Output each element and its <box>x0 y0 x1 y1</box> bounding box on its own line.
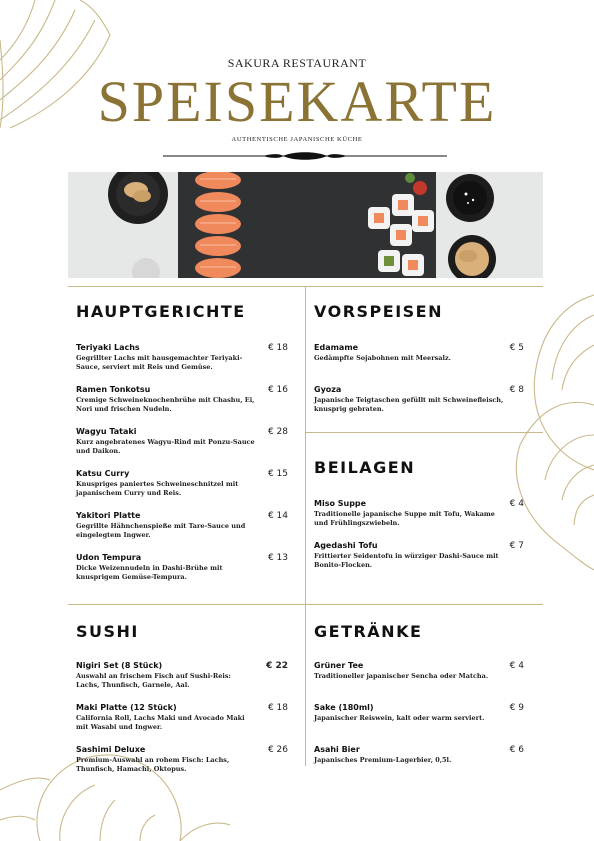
menu-item <box>314 343 524 363</box>
menu-item-name: Gyoza <box>314 385 342 394</box>
menu-item <box>314 541 524 569</box>
menu-item-description: Gedämpfte Sojabohnen mit Meersalz. <box>314 354 451 362</box>
menu-item <box>76 427 288 455</box>
menu-item-price: € 4 <box>509 661 524 671</box>
menu-item-price: € 26 <box>267 745 288 755</box>
restaurant-name: SAKURA RESTAURANT <box>227 56 367 70</box>
menu-item-name: Edamame <box>314 343 359 352</box>
menu-item-name: Sake (180ml) <box>314 703 374 712</box>
menu-item <box>314 661 524 681</box>
menu-item-name: Agedashi Tofu <box>314 541 378 550</box>
menu-item-price: € 6 <box>509 745 524 755</box>
menu-item-name: Wagyu Tataki <box>76 427 137 436</box>
menu-item-price: € 16 <box>267 385 288 395</box>
menu-item-name: Sashimi Deluxe <box>76 745 146 754</box>
menu-item-price: € 18 <box>267 343 288 353</box>
sushi-photo-illustration <box>68 172 543 278</box>
menu-item-name: Udon Tempura <box>76 553 142 562</box>
menu-item <box>76 343 288 371</box>
section-heading-sushi: SUSHI <box>76 622 139 641</box>
menu-item-description: Japanischer Reiswein, kalt oder warm serviert. <box>314 714 485 722</box>
menu-item-description: Gegrillter Lachs mit hausgemachter Teriyaki-Sauce, serviert mit Reis und Gemüse. <box>76 354 243 371</box>
menu-item-description: Traditioneller japanischer Sencha oder Matcha. <box>314 672 489 680</box>
menu-item-price: € 5 <box>509 343 524 353</box>
menu-item-description: Traditionelle japanische Suppe mit Tofu, Wakame und Frühlingszwiebeln. <box>314 510 495 527</box>
menu-item-description: Knuspriges paniertes Schweineschnitzel mit japanischem Curry und Reis. <box>76 480 239 497</box>
menu-item-price: € 22 <box>266 661 288 671</box>
hero-food-image <box>68 172 543 278</box>
menu-item-price: € 13 <box>267 553 288 563</box>
menu-item-name: Grüner Tee <box>314 661 364 670</box>
menu-item-description: Japanische Teigtaschen gefüllt mit Schweinefleisch, knusprig gebraten. <box>314 396 504 413</box>
menu-item-description: California Roll, Lachs Maki und Avocado Maki mit Wasabi und Ingwer. <box>76 714 245 731</box>
menu-item-description: Japanisches Premium-Lagerbier, 0,5l. <box>314 756 452 764</box>
menu-item <box>76 469 288 497</box>
menu-item-price: € 7 <box>509 541 524 551</box>
section-heading-vorspeisen: VORSPEISEN <box>314 302 443 321</box>
menu-item-price: € 8 <box>509 385 524 395</box>
section-divider-right-middle <box>305 432 543 433</box>
menu-item <box>314 385 524 413</box>
menu-item-price: € 28 <box>267 427 288 437</box>
menu-item-name: Nigiri Set (8 Stück) <box>76 661 163 670</box>
ornament-divider <box>163 150 447 162</box>
menu-item-price: € 15 <box>267 469 288 479</box>
menu-item-description: Frittierter Seidentofu in würziger Dashi-Sauce mit Bonito-Flocken. <box>314 552 499 569</box>
menu-item-name: Ramen Tonkotsu <box>76 385 151 394</box>
section-heading-getraenke: GETRÄNKE <box>314 622 423 641</box>
menu-item <box>314 745 524 765</box>
menu-item-price: € 14 <box>267 511 288 521</box>
menu-item <box>76 661 288 689</box>
menu-item-name: Teriyaki Lachs <box>76 343 140 352</box>
page-subtitle: AUTHENTISCHE JAPANISCHE KÜCHE <box>231 136 363 143</box>
menu-item-price: € 9 <box>509 703 524 713</box>
menu-item-description: Premium-Auswahl an rohem Fisch: Lachs, Thunfisch, Hamachi, Oktopus. <box>76 756 230 773</box>
menu-item <box>76 385 288 413</box>
menu-item-description: Cremige Schweineknochenbrühe mit Chashu, Ei, Nori und frischen Nudeln. <box>76 396 255 413</box>
menu-item-name: Yakitori Platte <box>76 511 141 520</box>
ginkgo-decoration-right <box>490 285 594 575</box>
menu-item <box>76 511 288 539</box>
menu-item-description: Gegrillte Hähnchenspieße mit Tare-Sauce und eingelegtem Ingwer. <box>76 522 246 539</box>
menu-item-price: € 4 <box>509 499 524 509</box>
menu-item <box>76 703 288 731</box>
menu-item-name: Miso Suppe <box>314 499 367 508</box>
menu-item <box>314 499 524 527</box>
menu-item <box>76 745 288 773</box>
menu-item-description: Dicke Weizennudeln in Dashi-Brühe mit knusprigem Gemüse-Tempura. <box>76 564 223 581</box>
section-heading-beilagen: BEILAGEN <box>314 458 416 477</box>
menu-item-description: Auswahl an frischem Fisch auf Sushi-Reis: Lachs, Thunfisch, Garnele, Aal. <box>76 672 231 689</box>
menu-item <box>76 553 288 581</box>
column-divider <box>305 286 306 766</box>
menu-item <box>314 703 524 723</box>
menu-item-name: Asahi Bier <box>314 745 360 754</box>
menu-item-name: Katsu Curry <box>76 469 130 478</box>
section-heading-hauptgerichte: HAUPTGERICHTE <box>76 302 246 321</box>
page-title: SPEISEKARTE <box>97 69 497 134</box>
menu-item-name: Maki Platte (12 Stück) <box>76 703 177 712</box>
menu-item-price: € 18 <box>267 703 288 713</box>
menu-item-description: Kurz angebratenes Wagyu-Rind mit Ponzu-Sauce und Daikon. <box>76 438 255 455</box>
